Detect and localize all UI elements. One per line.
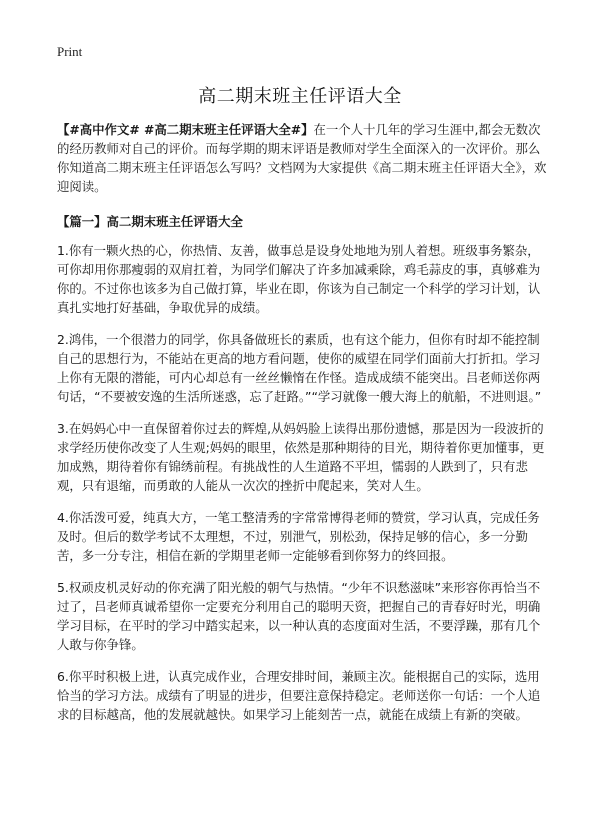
page-title: 高二期末班主任评语大全 xyxy=(198,86,402,107)
comment-paragraph-1: 1.你有一颗火热的心，你热情、友善，做事总是设身处地地为别人着想。班级事务繁杂，可你却用你那瘦弱的双肩扛着，为同学们解决了许多加减乘除，鸡毛蒜皮的事，真够难为你的。不过你也该多为自己做打算，毕业在即，你该为自己制定一个科学的学习计划，认真扎实地打好基础，争取优异的成绩。 xyxy=(57,243,541,315)
intro-paragraph xyxy=(57,120,547,196)
intro-tag: 【#高中作文# #高二期末班主任评语大全#】 xyxy=(57,122,314,137)
section-heading: 【篇一】高二期末班主任评语大全 xyxy=(57,214,243,229)
comment-paragraph-5: 5.权顽皮机灵好动的你充满了阳光般的朝气与热情。“少年不识愁滋味”来形容你再恰当不过了，吕老师真诚希望你一定要充分利用自己的聪明天资，把握自己的青春好时光，明确学习目标，在平时的学习中踏实起来，以一种认真的态度面对生活，不要浮躁，那有几个人敢与你争锋。 xyxy=(57,580,541,652)
print-label: Print xyxy=(57,44,83,59)
comment-paragraph-6: 6.你平时积极上进，认真完成作业，合理安排时间，兼顾主次。能根据自己的实际，选用恰当的学习方法。成绩有了明显的进步，但要注意保持稳定。老师送你一句话：一个人追求的目标越高，他的发展就越快。如果学习上能刻苦一点，就能在成绩上有新的突破。 xyxy=(57,669,541,722)
article-body xyxy=(57,120,547,737)
comment-paragraph-4: 4.你活泼可爱，纯真大方，一笔工整清秀的字常常博得老师的赞赏，学习认真，完成任务及时。但后的数学考试不太理想，不过，别泄气，别松劲，保持足够的信心，多一分勤苦，多一分专注，相信在新的学期里老师一定能够看到你努力的终回报。 xyxy=(57,510,540,563)
intro-text: 在一个人十几年的学习生涯中,都会无数次的经历教师对自己的评价。而每学期的期末评语是教师对学生全面深入的一次评价。那么你知道高二期末班主任评语怎么写吗？文档网为大家提供《高二期末班主任评语大全》，欢迎阅读。 xyxy=(57,122,547,194)
comment-paragraph-3: 3.在妈妈心中一直保留着你过去的辉煌,从妈妈脸上读得出那份遗憾，那是因为一段波折的求学经历使你改变了人生观;妈妈的眼里，依然是那种期待的目光，期待着你更加懂事，更加成熟，期待着你有锦绣前程。有挑战性的人生道路不平坦，懦弱的人跌到了，只有悲观，只有退缩，而勇敢的人能从一次次的挫折中爬起来，笑对人生。 xyxy=(57,421,545,493)
comment-paragraph-2: 2.鸿伟，一个很潜力的同学，你具备做班长的素质，也有这个能力，但你有时却不能控制自己的思想行为，不能站在更高的地方看问题，使你的威望在同学们面前大打折扣。学习上你有无限的潜能，可内心却总有一丝丝懒惰在作怪。造成成绩不能突出。吕老师送你两句话，“不要被安逸的生活所迷惑，忘了赶路。”“学习就像一艘大海上的航船，不进则退。” xyxy=(57,332,542,404)
